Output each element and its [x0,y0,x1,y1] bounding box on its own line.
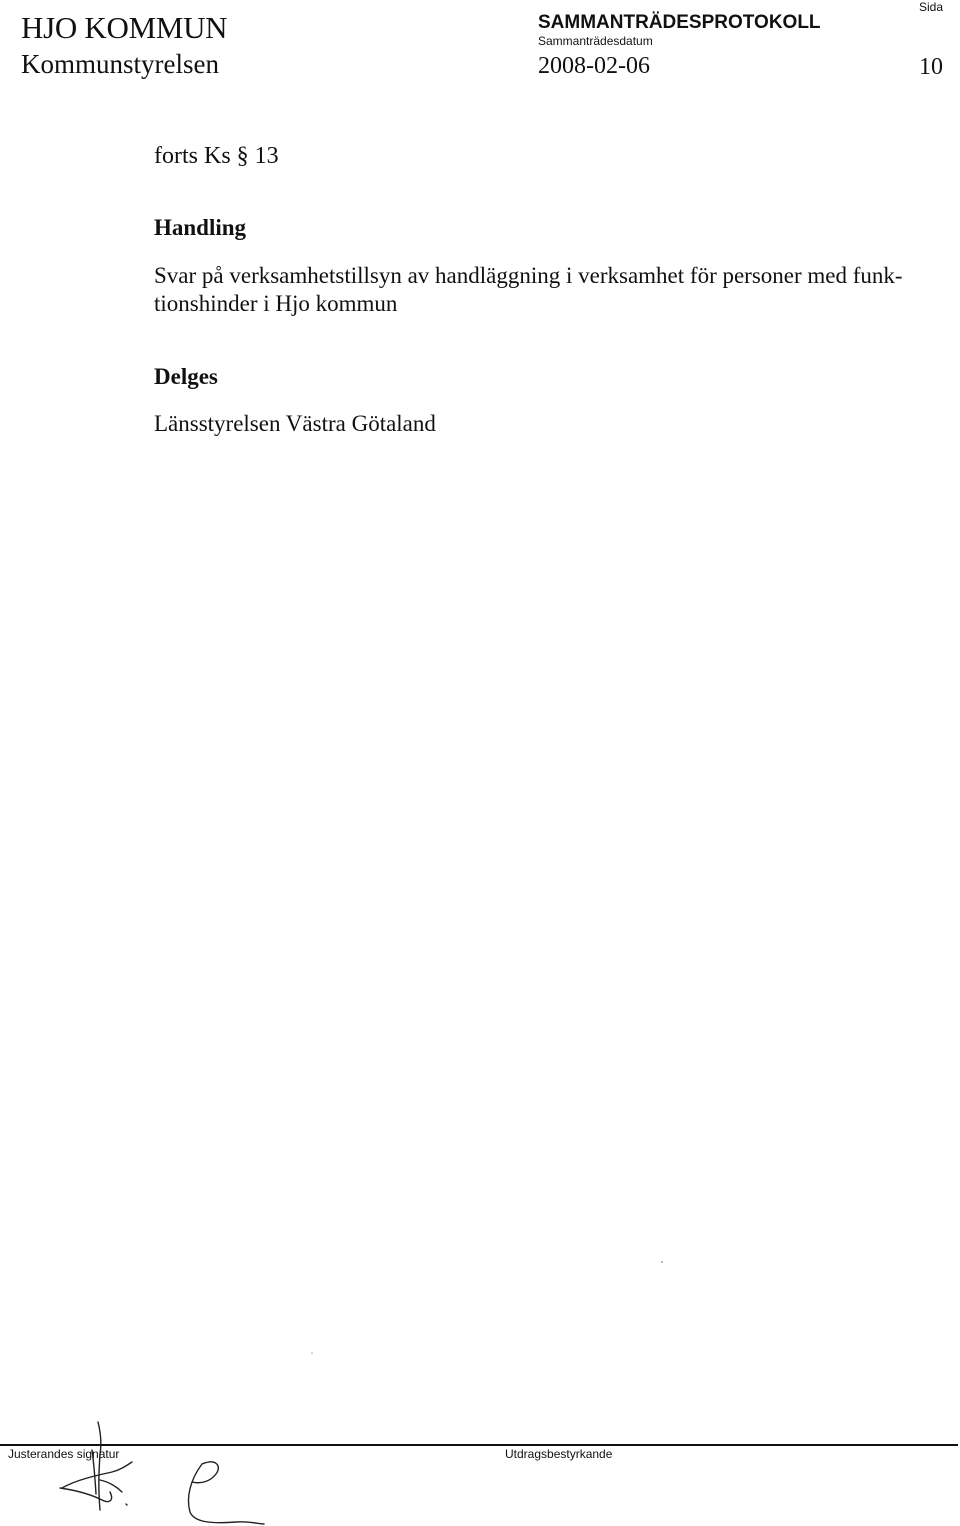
initials-stroke [126,1504,127,1505]
section-reference: forts Ks § 13 [154,143,279,169]
page-label: Sida [919,0,944,14]
handling-heading: Handling [154,215,247,240]
organization-name: HJO KOMMUN [21,10,228,45]
initials-stroke [60,1488,112,1502]
initials-stroke [100,1480,122,1492]
delges-heading: Delges [154,364,218,389]
signature-label: Justerandes signatur [8,1447,120,1461]
scan-speck [661,1261,663,1263]
certifier-label: Utdragsbestyrkande [505,1447,613,1461]
scan-speck [311,1352,313,1354]
document-type-title: SAMMANTRÄDESPROTOKOLL [538,12,821,33]
department-name: Kommunstyrelsen [21,49,219,79]
handling-description: Svar på verksamhetstillsyn av handläggning i verksamhet för personer med funk-tionshinder i Hjo kommun [154,263,903,316]
initials-stroke [92,1450,96,1494]
delges-recipient: Länsstyrelsen Västra Götaland [154,411,436,436]
meeting-date: 2008-02-06 [538,53,650,79]
meeting-date-label: Sammanträdesdatum [538,34,653,48]
initials-stroke [62,1462,132,1488]
initials-stroke [98,1422,101,1510]
handwritten-initials [40,1420,270,1526]
page-number: 10 [919,54,943,80]
initials-stroke [189,1464,265,1524]
